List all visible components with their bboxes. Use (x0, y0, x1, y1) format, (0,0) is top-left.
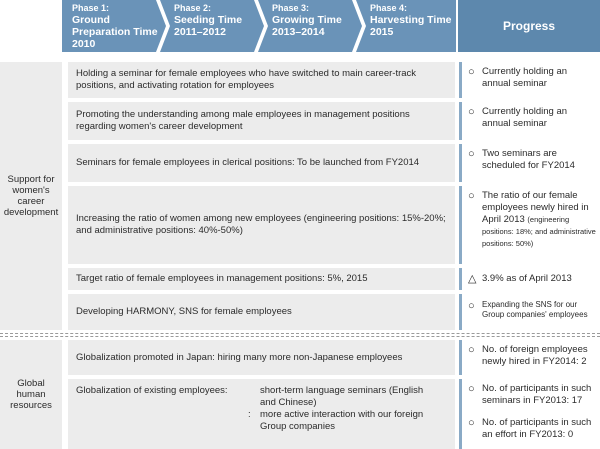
phase-3-number: Phase 3: (272, 3, 310, 13)
circle-mark-icon: ○ (468, 417, 475, 429)
phase-3-header (258, 0, 362, 52)
progress-text: Currently holding an annual seminar (482, 66, 568, 89)
category-global-hr (0, 340, 62, 449)
support-row-4 (68, 186, 455, 264)
phase-4-name-line2: 2015 (370, 26, 394, 38)
phase-1-name-line1: Ground (72, 14, 110, 26)
circle-mark-icon: ○ (468, 383, 475, 395)
circle-mark-icon: ○ (468, 300, 475, 312)
progress-text: No. of foreign employees newly hired in FY2014: 2 (482, 344, 588, 367)
triangle-mark-icon: △ (468, 273, 477, 285)
global-row-2 (68, 379, 455, 449)
category-support-women (0, 62, 62, 330)
circle-mark-icon: ○ (468, 106, 475, 118)
phase-2-number: Phase 2: (174, 3, 212, 13)
progress-text: No. of participants in such an effort in FY2013: 0 (482, 417, 592, 440)
existing-item-2: more active interaction with our foreign Group companies (260, 409, 424, 432)
support-row-3-text: Seminars for female employees in clerical positions: To be launched from FY2014 (76, 157, 420, 168)
progress-text: Currently holding an annual seminar (482, 106, 568, 129)
support-row-6 (68, 294, 455, 330)
support-row-2 (68, 102, 455, 140)
phase-2-header (160, 0, 264, 52)
global-row-1-progress (459, 340, 600, 375)
circle-mark-icon: ○ (468, 344, 475, 356)
progress-text: No. of participants in such seminars in FY2013: 17 (482, 383, 592, 406)
phase-2-name-line1: Seeding Time (174, 14, 243, 26)
progress-text: Two seminars are scheduled for FY2014 (482, 148, 575, 171)
phase-1-header (62, 0, 166, 52)
support-row-2-text: Promoting the understanding among male employees in management positions regarding women's career development (76, 109, 410, 132)
support-row-5-text: Target ratio of female employees in management positions: 5%, 2015 (76, 273, 368, 284)
phase-1-name-line2: Preparation Time (72, 26, 158, 38)
support-row-5-progress (459, 268, 600, 290)
circle-mark-icon: ○ (468, 190, 475, 202)
category-support-label: Support for women's career development (3, 174, 59, 218)
phase-4-name-line1: Harvesting Time (370, 14, 452, 26)
support-row-6-progress (459, 294, 600, 330)
support-row-1-text: Holding a seminar for female employees who have switched to main career-track positions, and activating rotation for employees (76, 68, 417, 91)
phase-1-name-line3: 2010 (72, 38, 96, 50)
support-row-1 (68, 62, 455, 98)
support-row-4-progress (459, 186, 600, 264)
phase-4-number: Phase 4: (370, 3, 408, 13)
circle-mark-icon: ○ (468, 66, 475, 78)
phase-4-header (356, 0, 456, 52)
circle-mark-icon: ○ (468, 148, 475, 160)
progress-text: Expanding the SNS for our Group companies' employees (482, 300, 588, 319)
progress-detail: (engineering positions: 18%; and administrative positions: 50%) (482, 215, 596, 248)
existing-item-2-prefix: : (248, 409, 251, 420)
support-row-5 (68, 268, 455, 290)
support-row-3 (68, 144, 455, 182)
phase-2-name-line2: 2011–2012 (174, 26, 226, 38)
section-divider (0, 333, 600, 334)
existing-employees-label: Globalization of existing employees: (76, 385, 228, 396)
category-global-label: Global human resources (10, 378, 52, 411)
support-row-4-text: Increasing the ratio of women among new employees (engineering positions: 15%-20%; and administrative positions: 40%-50%) (76, 213, 446, 236)
global-row-1-text: Globalization promoted in Japan: hiring many more non-Japanese employees (76, 351, 403, 363)
progress-header: Progress (458, 0, 600, 52)
support-row-6-text: Developing HARMONY, SNS for female employees (76, 306, 292, 317)
global-row-1 (68, 340, 455, 375)
phase-3-name-line2: 2013–2014 (272, 26, 325, 38)
progress-text: 3.9% as of April 2013 (482, 273, 572, 284)
support-row-1-progress (459, 62, 600, 98)
global-row-2-progress-1 (459, 379, 600, 414)
support-row-3-progress (459, 144, 600, 182)
existing-item-1: short-term language seminars (English and Chinese) (260, 385, 424, 408)
section-divider-2 (0, 336, 600, 337)
support-row-2-progress (459, 102, 600, 140)
phase-3-name-line1: Growing Time (272, 14, 342, 26)
phase-1-number: Phase 1: (72, 3, 110, 13)
global-row-2-progress-2 (459, 414, 600, 449)
progress-text: The ratio of our female employees newly hired in April 2013 (482, 190, 589, 225)
